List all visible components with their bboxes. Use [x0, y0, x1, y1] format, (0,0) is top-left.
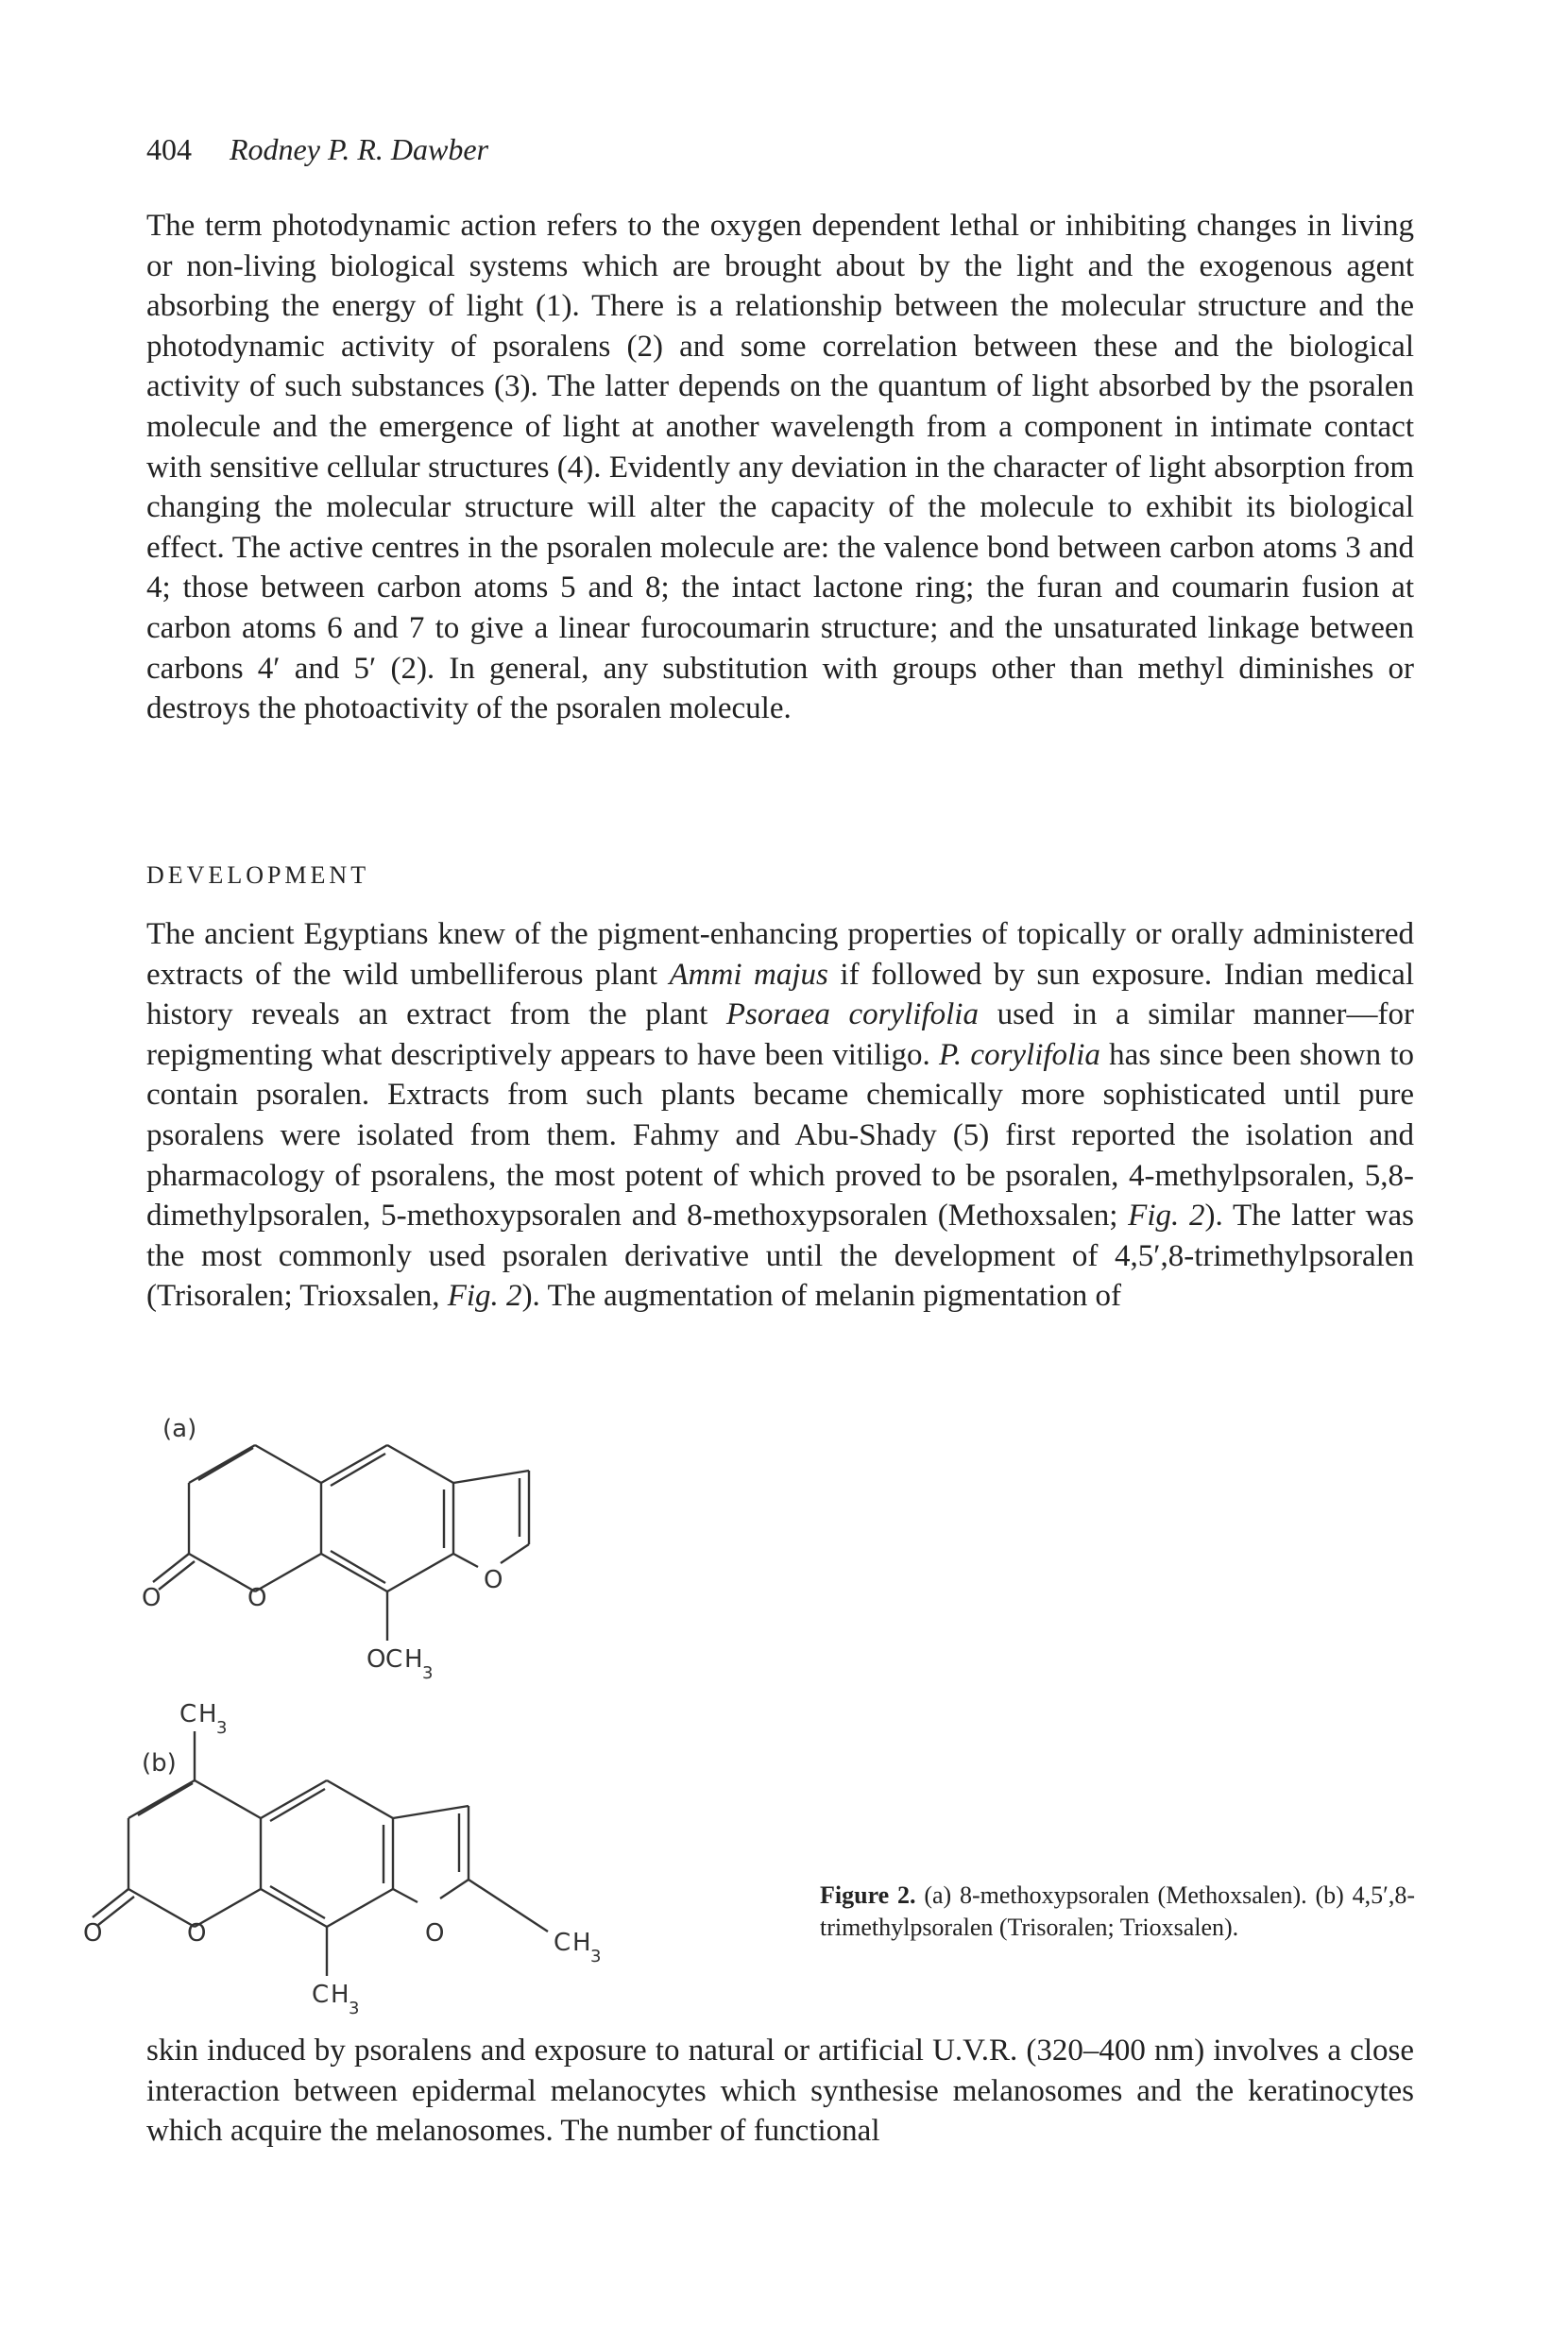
- svg-text:H: H: [404, 1645, 423, 1674]
- development-paragraph: The ancient Egyptians knew of the pigment-enhancing properties of topically or orally administered extracts of the wild umbelliferous plant Ammi majus if followed by sun exposure. Indian medical history reveals an extract from the plant Psoraea corylifolia used in a similar manner—for repigmenting what descriptively appears to have been vitiligo. P. corylifolia has since been shown to contain psoralen. Extracts from such plants became chemically more sophisticated until pure psoralens were isolated from them. Fahmy and Abu-Shady (5) first reported the isolation and pharmacology of psoralens, the most potent of which proved to be psoralen, 4-methylpsoralen, 5,8-dimethylpsoralen, 5-methoxypsoralen and 8-methoxypsoralen (Methoxsalen; Fig. 2). The latter was the most commonly used psoralen derivative until the development of 4,5′,8-trimethylpsoralen (Trisoralen; Trioxsalen, Fig. 2). The augmentation of melanin pigmentation of: [146, 917, 1415, 1314]
- svg-text:O: O: [247, 1584, 267, 1612]
- svg-text:C: C: [179, 1700, 197, 1728]
- structure-b-atom-labels: [83, 1919, 601, 2018]
- figure-2-chemical-structures: [83, 1393, 746, 2018]
- page-number: 404: [146, 132, 192, 166]
- caption-label: Figure 2.: [820, 1881, 916, 1909]
- figure-reference: Fig. 2: [447, 1279, 522, 1314]
- caption-text: (a) 8-methoxypsoralen (Methoxsalen). (b) 4,5′,8-trimethylpsoralen (Trisoralen; Trioxsalen).: [820, 1881, 1415, 1941]
- svg-text:O: O: [366, 1645, 386, 1674]
- svg-text:O: O: [425, 1919, 445, 1948]
- svg-text:3: 3: [590, 1947, 602, 1966]
- structure-a-atom-labels: [142, 1566, 503, 1683]
- structure-a-bonds: [153, 1445, 529, 1641]
- svg-text:O: O: [484, 1566, 503, 1594]
- structure-diagram: [83, 1393, 746, 2018]
- section-heading-development: DEVELOPMENT: [146, 861, 370, 889]
- plant-name-ammi-majus: Ammi majus: [669, 957, 828, 992]
- author-name: Rodney P. R. Dawber: [230, 132, 489, 166]
- svg-text:H: H: [331, 1981, 349, 2009]
- structure-label-a: (a): [162, 1415, 197, 1443]
- intro-paragraph: The term photodynamic action refers to the oxygen dependent lethal or inhibiting changes in living or non-living biological systems which are brought about by the light and the exogenous agent absorbing the energy of light (1). There is a relationship between the molecular structure and the photodynamic activity of psoralens (2) and some correlation between these and the biological activity of such substances (3). The latter depends on the quantum of light absorbed by the psoralen molecule and the emergence of light at another wavelength from a component in intimate contact with sensitive cellular structures (4). Evidently any deviation in the character of light absorption from changing the molecular structure will alter the capacity of the molecule to exhibit its biological effect. The active centres in the psoralen molecule are: the valence bond between carbon atoms 3 and 4; those between carbon atoms 5 and 8; the intact lactone ring; the furan and coumarin fusion at carbon atoms 6 and 7 to give a linear furocoumarin structure; and the unsaturated linkage between carbons 4′ and 5′ (2). In general, any substitution with groups other than methyl diminishes or destroys the photoactivity of the psoralen molecule.: [146, 209, 1414, 726]
- svg-text:C: C: [312, 1981, 330, 2009]
- figure-caption: [820, 1880, 1415, 1944]
- svg-text:C: C: [554, 1929, 571, 1957]
- svg-text:H: H: [198, 1700, 217, 1728]
- svg-text:3: 3: [349, 1999, 360, 2018]
- svg-text:H: H: [572, 1929, 591, 1957]
- structure-label-b: (b): [142, 1749, 177, 1778]
- figure-reference: Fig. 2: [1128, 1199, 1205, 1234]
- plant-name-psoraea: Psoraea corylifolia: [725, 997, 979, 1032]
- svg-text:O: O: [142, 1584, 162, 1612]
- svg-text:O: O: [83, 1919, 103, 1948]
- svg-text:3: 3: [422, 1663, 434, 1683]
- svg-text:O: O: [187, 1919, 207, 1948]
- continuation-paragraph: skin induced by psoralens and exposure to natural or artificial U.V.R. (320–400 nm) involves a close interaction between epidermal melanocytes which synthesise melanosomes and the keratinocytes which acquire the melanosomes. The number of functional: [146, 2034, 1414, 2149]
- plant-name-p-corylifolia: P. corylifolia: [939, 1037, 1100, 1072]
- svg-text:3: 3: [216, 1718, 228, 1738]
- running-header: [146, 132, 488, 167]
- svg-text:C: C: [385, 1645, 403, 1674]
